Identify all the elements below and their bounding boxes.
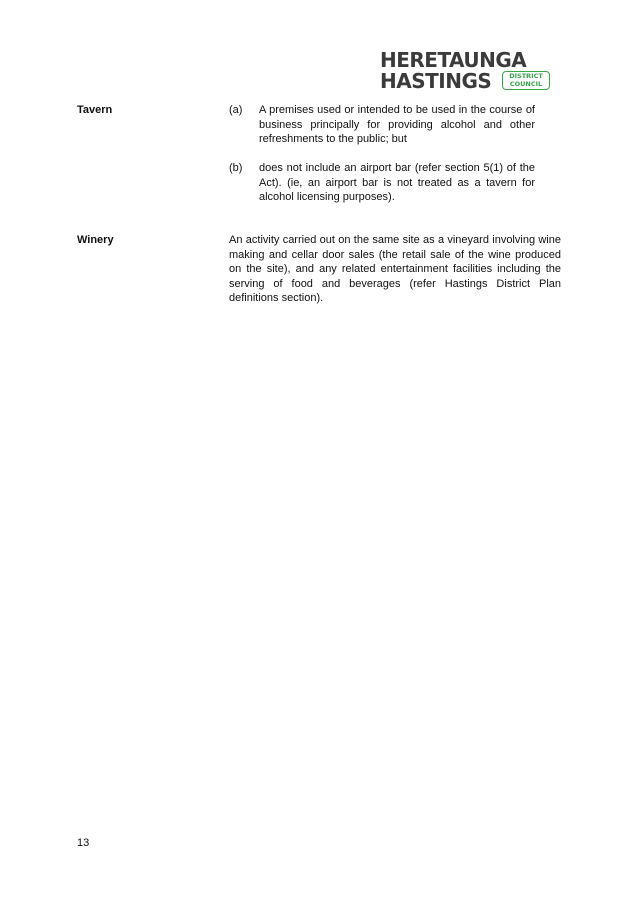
term-winery: Winery (77, 234, 114, 246)
tavern-item-a-text: A premises used or intended to be used in the course of business principally for providing alcohol and other refreshments to the public; but (259, 104, 535, 145)
winery-definition-text: An activity carried out on the same site as a vineyard involving wine making and cellar door sales (the retail sale of the wine produced on the site), and any related entertainment facilities including the serving of food and beverages (refer Hastings District Plan definitions section). (229, 234, 561, 304)
term-tavern: Tavern (77, 104, 113, 116)
logo-hastings: HASTINGS (380, 69, 492, 93)
logo-district-council-badge (502, 71, 550, 90)
logo-heretaunga: HERETAUNGA (380, 48, 527, 72)
item-marker-a: (a) (229, 104, 243, 116)
page-number: 13 (77, 837, 90, 849)
logo-badge-district: DISTRICT (509, 72, 543, 80)
logo-badge-council: COUNCIL (509, 79, 543, 88)
council-logo (380, 50, 552, 94)
item-marker-b: (b) (229, 162, 243, 174)
tavern-item-b-text: does not include an airport bar (refer section 5(1) of the Act). (ie, an airport bar is not treated as a tavern for alcohol licensing purposes). (259, 162, 535, 203)
